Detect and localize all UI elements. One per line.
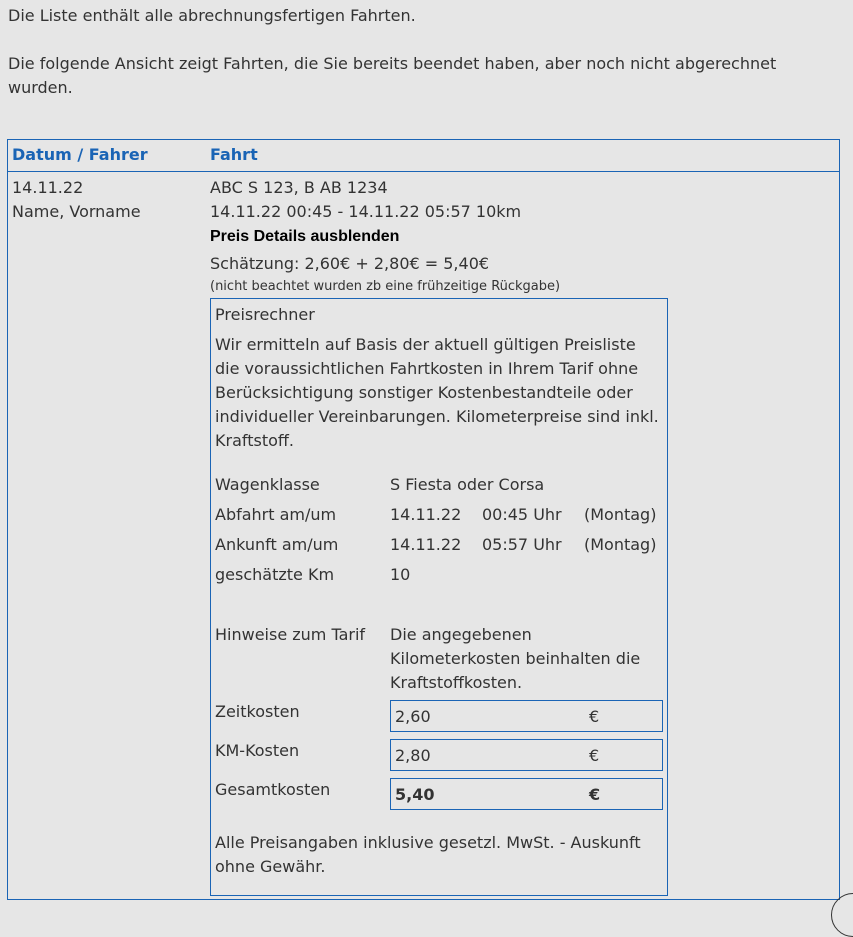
arrival-label: Ankunft am/um [215, 535, 339, 554]
time-cost-field [390, 700, 663, 732]
arrival-date: 14.11.22 [390, 535, 462, 554]
driver-name: Name, Vorname [12, 202, 141, 221]
calculator-title: Preisrechner [215, 305, 315, 324]
time-cost-currency: € [589, 707, 600, 726]
estimate-note: (nicht beachtet wurden zb eine frühzeitige Rückgabe) [210, 279, 561, 294]
price-calculator [210, 298, 668, 896]
time-cost-label: Zeitkosten [215, 702, 300, 721]
total-cost-label: Gesamtkosten [215, 780, 331, 799]
intro-description: Die folgende Ansicht zeigt Fahrten, die Sie bereits beendet haben, aber noch nicht abgerechnet wurden. [8, 54, 777, 97]
km-cost-label: KM-Kosten [215, 741, 300, 760]
header-date-driver: Datum / Fahrer [12, 145, 148, 164]
header-trip: Fahrt [210, 145, 258, 164]
license-plates: ABC S 123, B AB 1234 [210, 178, 388, 197]
car-class-label: Wagenklasse [215, 475, 320, 494]
total-cost-field [390, 778, 663, 810]
arrival-weekday: (Montag) [584, 535, 657, 554]
departure-date: 14.11.22 [390, 505, 462, 524]
time-cost-amount: 2,60 [395, 707, 431, 726]
table-header [8, 140, 839, 172]
calculator-description: Wir ermitteln auf Basis der aktuell gültigen Preisliste die voraussichtlichen Fahrtkosten in Ihrem Tarif ohne Berücksichtigung sonstiger Kostenbestandteile oder individueller Vereinbarungen. Kilometerpreise sind inkl. Kraftstoff. [215, 335, 659, 450]
trip-date: 14.11.22 [12, 178, 84, 197]
km-cost-currency: € [589, 746, 600, 765]
intro-text: Die Liste enthält alle abrechnungsfertigen Fahrten. [8, 6, 416, 25]
trips-table [7, 139, 840, 900]
price-estimate: Schätzung: 2,60€ + 2,80€ = 5,40€ [210, 254, 490, 273]
total-cost-amount: 5,40 [395, 785, 435, 804]
estimated-km-label: geschätzte Km [215, 565, 335, 584]
tariff-notes-label: Hinweise zum Tarif [215, 625, 366, 644]
total-cost-currency: € [589, 785, 601, 804]
trip-cell [210, 176, 830, 296]
departure-time: 00:45 Uhr [482, 505, 562, 524]
km-cost-field [390, 739, 663, 771]
toggle-price-details-link[interactable]: Preis Details ausblenden [210, 228, 400, 245]
departure-weekday: (Montag) [584, 505, 657, 524]
car-class-value: S Fiesta oder Corsa [390, 475, 545, 494]
date-driver-cell [12, 176, 141, 224]
trip-period: 14.11.22 00:45 - 14.11.22 05:57 10km [210, 202, 522, 221]
tariff-notes-value: Die angegebenen Kilometerkosten beinhalten die Kraftstoffkosten. [390, 625, 641, 692]
km-cost-amount: 2,80 [395, 746, 431, 765]
price-disclaimer: Alle Preisangaben inklusive gesetzl. MwSt. - Auskunft ohne Gewähr. [215, 833, 641, 876]
estimated-km-value: 10 [390, 565, 411, 584]
arrival-time: 05:57 Uhr [482, 535, 562, 554]
departure-label: Abfahrt am/um [215, 505, 337, 524]
